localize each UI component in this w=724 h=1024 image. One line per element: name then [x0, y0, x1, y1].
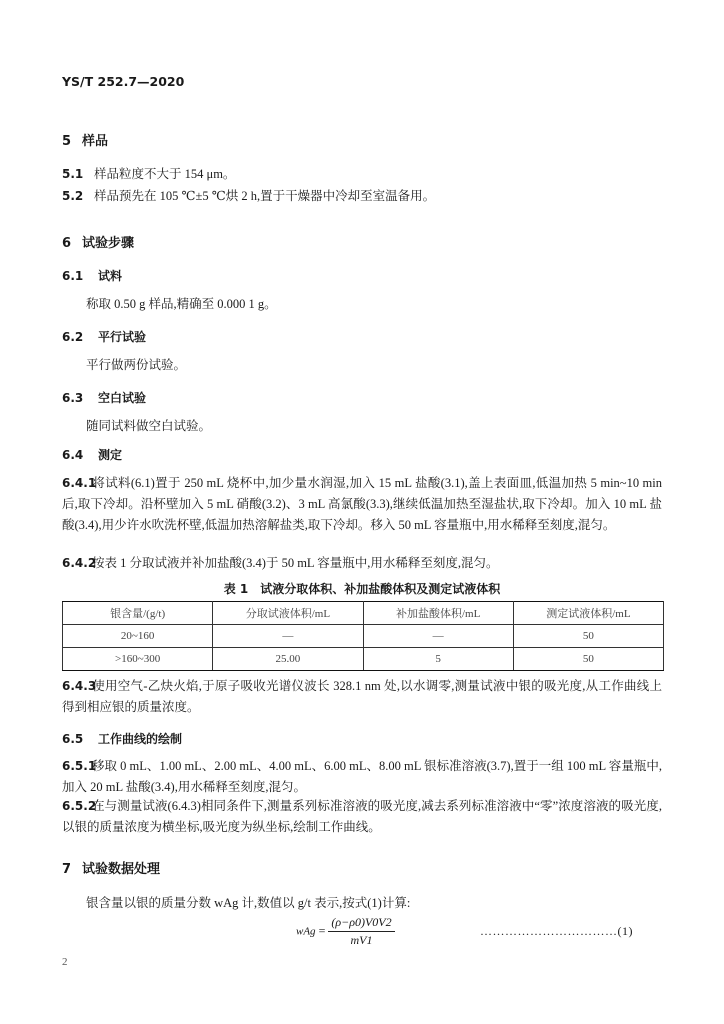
formula-equation-number: (1)	[617, 924, 633, 938]
table-cell: —	[363, 625, 513, 648]
formula-equals: =	[318, 923, 326, 938]
section-number: 5	[62, 134, 72, 149]
subsection-title: 平行试验	[98, 330, 147, 344]
table-cell: 50	[513, 625, 663, 648]
subsection-6-3-heading	[62, 389, 146, 406]
subsection-6-1-heading	[62, 267, 122, 284]
section-title: 试验数据处理	[82, 862, 161, 877]
formula-number	[480, 924, 633, 939]
subsection-6-4-heading	[62, 446, 122, 463]
section-7-intro: 银含量以银的质量分数 wAg 计,数值以 g/t 表示,按式(1)计算:	[86, 896, 411, 910]
table-header-cell: 分取试液体积/mL	[213, 602, 363, 625]
subsection-title: 空白试验	[98, 391, 147, 405]
page-number: 2	[62, 956, 68, 968]
subsection-title: 测定	[98, 448, 123, 462]
formula-fraction	[328, 915, 394, 948]
section-7-heading	[62, 858, 160, 877]
clause-text: 使用空气-乙炔火焰,于原子吸收光谱仪波长 328.1 nm 处,以水调零,测量试液中银的吸光度,从工作曲线上得到相应银的质量浓度。	[62, 679, 662, 714]
clause-text: 移取 0 mL、1.00 mL、2.00 mL、4.00 mL、6.00 mL、8.00 mL 银标准溶液(3.7),置于一组 100 mL 容量瓶中,加入 20 mL 盐酸(3.4),用水稀释至刻度,混匀。	[62, 759, 662, 794]
table-header-cell: 测定试液体积/mL	[513, 602, 663, 625]
clause-5-1	[62, 164, 235, 185]
section-number: 7	[62, 862, 72, 877]
table-header-cell: 补加盐酸体积/mL	[363, 602, 513, 625]
table-header-cell: 银含量/(g/t)	[63, 602, 213, 625]
section-number: 6	[62, 236, 72, 251]
clause-5-2	[62, 186, 435, 207]
clause-6-4-2	[62, 553, 662, 574]
table-cell: 25.00	[213, 648, 363, 671]
subsection-6-2-text: 平行做两份试验。	[86, 358, 187, 372]
formula-lhs: wAg	[296, 925, 316, 938]
subsection-number: 6.3	[62, 391, 84, 405]
table-cell: 50	[513, 648, 663, 671]
clause-number: 6.5.1	[62, 759, 97, 773]
section-5-heading	[62, 130, 108, 149]
formula-leader-dots: ……………………………	[480, 924, 618, 938]
table-1-caption: 表 1 试液分取体积、补加盐酸体积及测定试液体积	[223, 582, 501, 596]
clause-6-5-1	[62, 756, 662, 798]
clause-number: 6.4.1	[62, 476, 97, 490]
subsection-number: 6.4	[62, 448, 84, 462]
clause-text: 将试料(6.1)置于 250 mL 烧杯中,加少量水润湿,加入 15 mL 盐酸(3.1),盖上表面皿,低温加热 5 min~10 min 后,取下冷却。沿杯壁加入 5 mL 硝酸(3.2)、3 mL 高氯酸(3.3),继续低温加热至湿盐状,取下冷却。加入 10 mL 盐酸(3.4),用少许水吹洗杯壁,低温加热溶解盐类,取下冷却。移入 50 mL 容量瓶中,用水稀释至刻度,混匀。	[62, 476, 662, 532]
clause-number: 6.4.2	[62, 556, 97, 570]
clause-number: 6.4.3	[62, 679, 97, 693]
subsection-6-2-heading	[62, 328, 146, 345]
subsection-number: 6.5	[62, 732, 84, 746]
clause-number: 6.5.2	[62, 799, 97, 813]
formula-1	[296, 915, 395, 948]
table-cell: 5	[363, 648, 513, 671]
standard-code: YS/T 252.7—2020	[62, 74, 185, 89]
clause-text: 样品预先在 105 ℃±5 ℃烘 2 h,置于干燥器中冷却至室温备用。	[94, 189, 436, 203]
table-cell: >160~300	[63, 648, 213, 671]
table-row	[63, 625, 664, 648]
clause-text: 按表 1 分取试液并补加盐酸(3.4)于 50 mL 容量瓶中,用水稀释至刻度,混匀。	[92, 556, 499, 570]
formula-denominator: mV1	[350, 933, 373, 947]
subsection-number: 6.2	[62, 330, 84, 344]
table-cell: —	[213, 625, 363, 648]
subsection-title: 试料	[98, 269, 123, 283]
clause-text: 样品粒度不大于 154 μm。	[94, 167, 236, 181]
subsection-number: 6.1	[62, 269, 84, 283]
table-1	[62, 601, 664, 671]
section-title: 试验步骤	[82, 236, 135, 251]
subsection-6-5-heading	[62, 730, 182, 747]
section-6-heading	[62, 232, 134, 251]
clause-6-4-3	[62, 676, 662, 718]
table-row	[63, 648, 664, 671]
subsection-6-3-text: 随同试料做空白试验。	[86, 419, 212, 433]
clause-number: 5.2	[62, 189, 84, 203]
clause-number: 5.1	[62, 167, 84, 181]
table-header-row	[63, 602, 664, 625]
formula-numerator: (ρ−ρ0)V0V2	[328, 915, 394, 932]
clause-6-4-1	[62, 473, 662, 536]
clause-text: 在与测量试液(6.4.3)相同条件下,测量系列标准溶液的吸光度,减去系列标准溶液中“零”浓度溶液的吸光度,以银的质量浓度为横坐标,吸光度为纵坐标,绘制工作曲线。	[62, 799, 662, 834]
table-cell: 20~160	[63, 625, 213, 648]
clause-6-5-2	[62, 796, 662, 838]
subsection-6-1-text: 称取 0.50 g 样品,精确至 0.000 1 g。	[86, 297, 277, 311]
section-title: 样品	[82, 134, 109, 149]
subsection-title: 工作曲线的绘制	[98, 732, 183, 746]
